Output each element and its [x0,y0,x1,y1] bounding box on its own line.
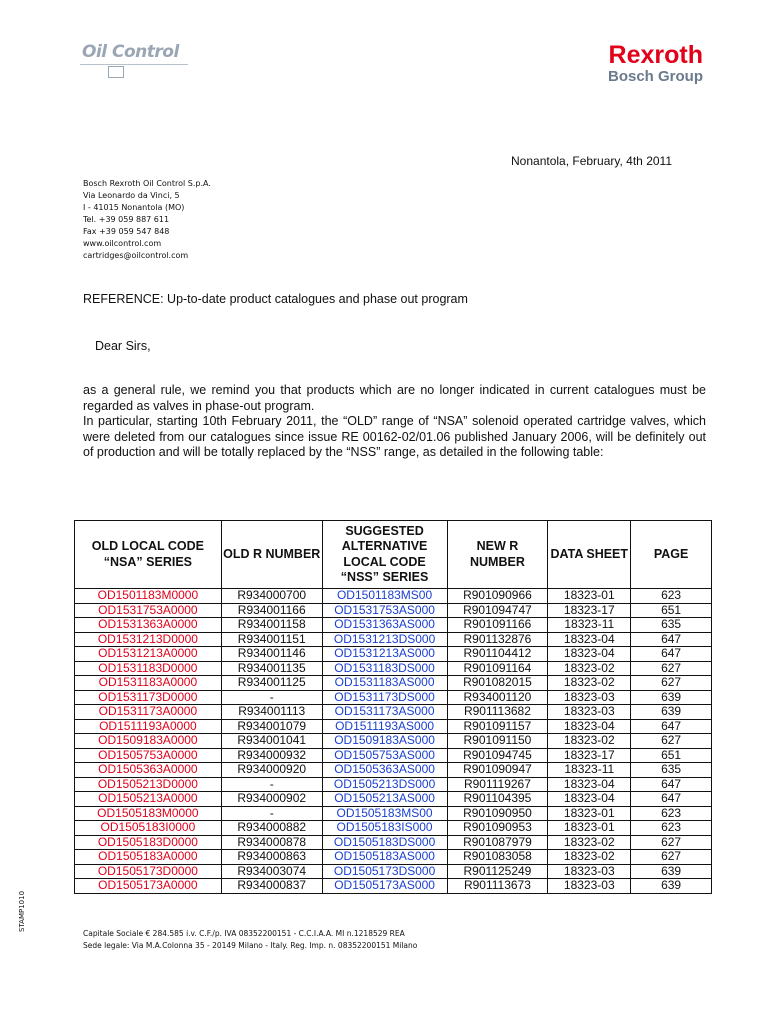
table-row [75,719,712,734]
new-r-number-cell: R901090953 [447,821,548,836]
table-row [75,864,712,879]
data-sheet-cell: 18323-01 [548,821,631,836]
new-r-number-cell: R901090966 [447,589,548,604]
table-row [75,792,712,807]
address-line: www.oilcontrol.com [83,239,162,248]
stamp-code: STAMP1010 [18,890,26,932]
old-code-cell: OD1505173D0000 [75,864,222,879]
new-r-number-cell: R901091150 [447,734,548,749]
page-cell: 651 [631,603,712,618]
table-row [75,734,712,749]
footer-line: Sede legale: Via M.A.Colonna 35 - 20149 Milano - Italy. Reg. Imp. n. 08352200151 Milano [83,941,418,950]
data-sheet-cell: 18323-02 [548,734,631,749]
old-code-cell: OD1509183A0000 [75,734,222,749]
table-row [75,763,712,778]
new-r-number-cell: R901091157 [447,719,548,734]
table-row [75,690,712,705]
new-r-number-cell: R901113673 [447,879,548,894]
page-cell: 627 [631,734,712,749]
page-cell: 635 [631,618,712,633]
suggested-code-cell: OD1531183DS000 [322,661,447,676]
old-r-number-cell: R934001146 [221,647,322,662]
new-r-number-cell: R901094747 [447,603,548,618]
suggested-code-cell: OD1505183AS000 [322,850,447,865]
rexroth-logo [608,42,703,85]
old-r-number-cell: R934000920 [221,763,322,778]
new-r-number-cell: R901132876 [447,632,548,647]
old-r-number-cell: R934001113 [221,705,322,720]
new-r-number-cell: R901119267 [447,777,548,792]
table-row [75,618,712,633]
page-cell: 647 [631,632,712,647]
table-row [75,806,712,821]
suggested-code-cell: OD1505173AS000 [322,879,447,894]
salutation: Dear Sirs, [95,339,151,353]
old-code-cell: OD1531753A0000 [75,603,222,618]
letter-body [83,383,706,461]
page-cell: 627 [631,835,712,850]
address-line: Bosch Rexroth Oil Control S.p.A. [83,179,211,188]
data-sheet-cell: 18323-02 [548,850,631,865]
letter-date: Nonantola, February, 4th 2011 [511,154,672,168]
table-row [75,589,712,604]
old-r-number-cell: R934001135 [221,661,322,676]
header-page: PAGE [631,521,712,589]
old-code-cell: OD1531213D0000 [75,632,222,647]
sender-address [83,178,211,262]
old-code-cell: OD1505183M0000 [75,806,222,821]
reference-line: REFERENCE: Up-to-date product catalogues and phase out program [83,292,468,306]
page-cell: 623 [631,821,712,836]
old-r-number-cell: R934000837 [221,879,322,894]
new-r-number-cell: R901125249 [447,864,548,879]
body-paragraph: as a general rule, we remind you that products which are no longer indicated in current catalogues must be regarded as valves in phase-out program. [83,383,706,413]
data-sheet-cell: 18323-02 [548,835,631,850]
data-sheet-cell: 18323-04 [548,647,631,662]
old-code-cell: OD1531173D0000 [75,690,222,705]
data-sheet-cell: 18323-01 [548,589,631,604]
old-code-cell: OD1531173A0000 [75,705,222,720]
suggested-code-cell: OD1531363AS000 [322,618,447,633]
page-cell: 647 [631,647,712,662]
table-row [75,603,712,618]
old-code-cell: OD1501183M0000 [75,589,222,604]
suggested-code-cell: OD1531213DS000 [322,632,447,647]
new-r-number-cell: R901087979 [447,835,548,850]
new-r-number-cell: R934001120 [447,690,548,705]
old-r-number-cell: R934000878 [221,835,322,850]
old-r-number-cell: - [221,806,322,821]
old-r-number-cell: R934001125 [221,676,322,691]
table-row [75,777,712,792]
oil-control-logo-text: Oil Control [82,42,179,62]
suggested-code-cell: OD1505213AS000 [322,792,447,807]
table-body [75,589,712,894]
table-row [75,647,712,662]
page-cell: 647 [631,792,712,807]
old-r-number-cell: R934001079 [221,719,322,734]
address-line: I - 41015 Nonantola (MO) [83,203,185,212]
logo-underline [80,64,188,65]
data-sheet-cell: 18323-02 [548,676,631,691]
suggested-code-cell: OD1505173DS000 [322,864,447,879]
data-sheet-cell: 18323-03 [548,690,631,705]
page-cell: 639 [631,864,712,879]
header-old-local-code: OLD LOCAL CODE “NSA” SERIES [75,521,222,589]
new-r-number-cell: R901082015 [447,676,548,691]
old-r-number-cell: R934000882 [221,821,322,836]
page-cell: 639 [631,879,712,894]
data-sheet-cell: 18323-03 [548,864,631,879]
table-header-row [75,521,712,589]
data-sheet-cell: 18323-17 [548,748,631,763]
old-r-number-cell: R934000902 [221,792,322,807]
data-sheet-cell: 18323-02 [548,661,631,676]
body-paragraph: In particular, starting 10th February 2011, the “OLD” range of “NSA” solenoid operated cartridge valves, which were deleted from our catalogues since issue RE 00162-02/01.06 published January 2006, will be definitely out of production and will be totally replaced by the “NSS” range, as detailed in the following table: [83,414,706,460]
old-r-number-cell: - [221,777,322,792]
data-sheet-cell: 18323-03 [548,705,631,720]
address-line: Via Leonardo da Vinci, 5 [83,191,180,200]
data-sheet-cell: 18323-04 [548,792,631,807]
new-r-number-cell: R901083058 [447,850,548,865]
oil-control-logo [80,40,190,80]
data-sheet-cell: 18323-03 [548,879,631,894]
address-line: Tel. +39 059 887 611 [83,215,170,224]
old-code-cell: OD1505213D0000 [75,777,222,792]
data-sheet-cell: 18323-11 [548,763,631,778]
suggested-code-cell: OD1505753AS000 [322,748,447,763]
phase-out-table [74,520,712,894]
new-r-number-cell: R901090950 [447,806,548,821]
suggested-code-cell: OD1505363AS000 [322,763,447,778]
old-code-cell: OD1505183I0000 [75,821,222,836]
footer-line: Capitale Sociale € 284.585 i.v. C.F./p. IVA 08352200151 - C.C.I.A.A. MI n.1218529 REA [83,929,405,938]
data-sheet-cell: 18323-04 [548,719,631,734]
old-code-cell: OD1505213A0000 [75,792,222,807]
old-code-cell: OD1531183A0000 [75,676,222,691]
new-r-number-cell: R901113682 [447,705,548,720]
address-line: Fax +39 059 547 848 [83,227,170,236]
page-cell: 635 [631,763,712,778]
suggested-code-cell: OD1531183AS000 [322,676,447,691]
suggested-code-cell: OD1531753AS000 [322,603,447,618]
suggested-code-cell: OD1501183MS00 [322,589,447,604]
suggested-code-cell: OD1505183DS000 [322,835,447,850]
table-row [75,632,712,647]
suggested-code-cell: OD1531173AS000 [322,705,447,720]
old-code-cell: OD1505173A0000 [75,879,222,894]
new-r-number-cell: R901094745 [447,748,548,763]
old-code-cell: OD1505363A0000 [75,763,222,778]
old-r-number-cell: R934001158 [221,618,322,633]
header-new-r-number: NEW R NUMBER [447,521,548,589]
suggested-code-cell: OD1531213AS000 [322,647,447,662]
table-row [75,661,712,676]
old-r-number-cell: R934001041 [221,734,322,749]
page-cell: 647 [631,777,712,792]
new-r-number-cell: R901091164 [447,661,548,676]
page-cell: 651 [631,748,712,763]
old-code-cell: OD1505753A0000 [75,748,222,763]
suggested-code-cell: OD1509183AS000 [322,734,447,749]
page-cell: 627 [631,661,712,676]
data-sheet-cell: 18323-04 [548,777,631,792]
table-row [75,879,712,894]
new-r-number-cell: R901090947 [447,763,548,778]
data-sheet-cell: 18323-11 [548,618,631,633]
old-code-cell: OD1531363A0000 [75,618,222,633]
suggested-code-cell: OD1505183MS00 [322,806,447,821]
new-r-number-cell: R901104412 [447,647,548,662]
page-cell: 639 [631,690,712,705]
page-cell: 627 [631,676,712,691]
suggested-code-cell: OD1505183IS000 [322,821,447,836]
footer [83,928,417,952]
new-r-number-cell: R901091166 [447,618,548,633]
new-r-number-cell: R901104395 [447,792,548,807]
page-cell: 647 [631,719,712,734]
old-code-cell: OD1505183D0000 [75,835,222,850]
old-r-number-cell: R934001151 [221,632,322,647]
header-suggested-code: SUGGESTED ALTERNATIVE LOCAL CODE “NSS” SERIES [322,521,447,589]
data-sheet-cell: 18323-04 [548,632,631,647]
brand-group: Bosch Group [607,68,703,85]
old-r-number-cell: R934000932 [221,748,322,763]
suggested-code-cell: OD1505213DS000 [322,777,447,792]
table-row [75,821,712,836]
data-sheet-cell: 18323-01 [548,806,631,821]
old-code-cell: OD1531213A0000 [75,647,222,662]
old-r-number-cell: R934000700 [221,589,322,604]
brand-name: Rexroth [608,41,703,69]
address-line: cartridges@oilcontrol.com [83,251,189,260]
header-old-r-number: OLD R NUMBER [221,521,322,589]
old-code-cell: OD1511193A0000 [75,719,222,734]
page-cell: 639 [631,705,712,720]
old-code-cell: OD1531183D0000 [75,661,222,676]
table-row [75,705,712,720]
old-r-number-cell: R934003074 [221,864,322,879]
table-row [75,676,712,691]
suggested-code-cell: OD1531173DS000 [322,690,447,705]
page-cell: 623 [631,589,712,604]
suggested-code-cell: OD1511193AS000 [322,719,447,734]
table-row [75,835,712,850]
old-r-number-cell: - [221,690,322,705]
data-sheet-cell: 18323-17 [548,603,631,618]
monitor-icon [108,66,124,78]
old-r-number-cell: R934001166 [221,603,322,618]
page-cell: 627 [631,850,712,865]
old-code-cell: OD1505183A0000 [75,850,222,865]
table-row [75,748,712,763]
page-cell: 623 [631,806,712,821]
old-r-number-cell: R934000863 [221,850,322,865]
header-data-sheet: DATA SHEET [548,521,631,589]
table-row [75,850,712,865]
